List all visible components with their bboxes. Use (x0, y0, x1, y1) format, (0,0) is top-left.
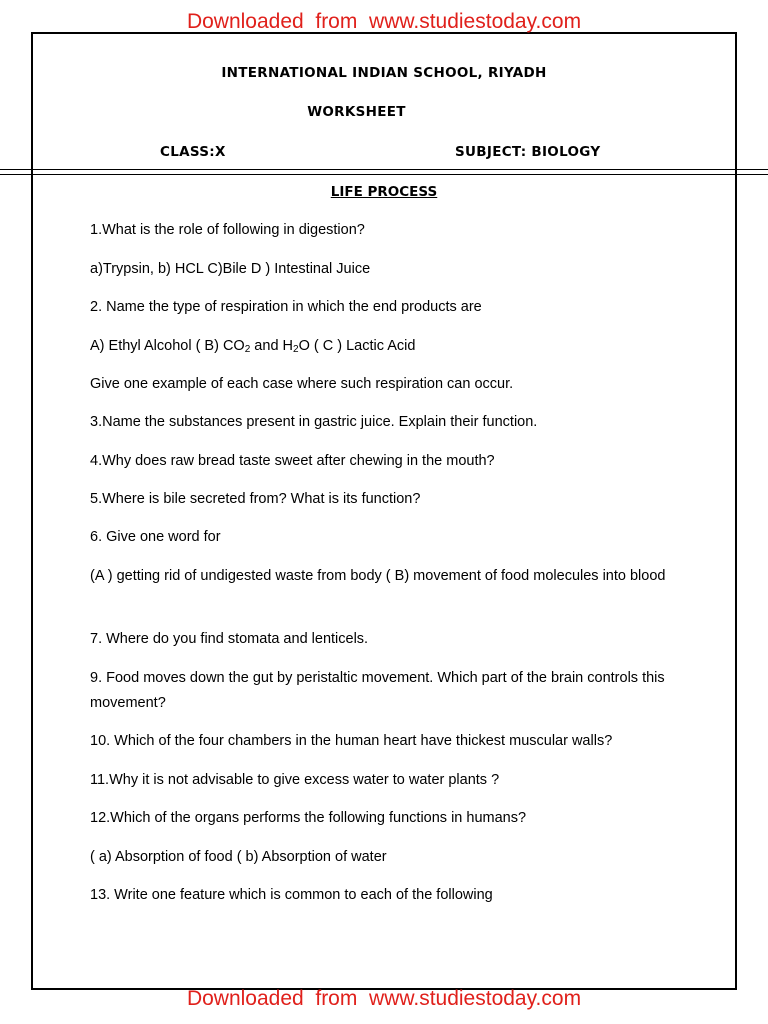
question-1-options: a)Trypsin, b) HCL C)Bile D ) Intestinal Juice (90, 261, 371, 277)
question-10: 10. Which of the four chambers in the human heart have thickest muscular walls? (90, 733, 613, 749)
header-divider-line (0, 169, 768, 170)
worksheet-title: WORKSHEET (307, 104, 406, 120)
h2o-subscript: 2 (293, 344, 299, 355)
question-11: 11.Why it is not advisable to give excess water to water plants ? (90, 772, 500, 788)
header-divider-line-second (0, 174, 768, 175)
question-2-and-h: and H (250, 338, 294, 354)
section-title: LIFE PROCESS (330, 184, 438, 200)
question-2-followup: Give one example of each case where such respiration can occur. (90, 376, 514, 392)
question-13: 13. Write one feature which is common to each of the following (90, 887, 493, 903)
question-9: 9. Food moves down the gut by peristaltic movement. Which part of the brain controls this movement? (90, 670, 665, 711)
question-7: 7. Where do you find stomata and lenticels. (90, 631, 369, 647)
question-2-options (90, 334, 690, 359)
school-name: INTERNATIONAL INDIAN SCHOOL, RIYADH (221, 65, 547, 81)
download-watermark-bottom: Downloaded from www.studiestoday.com (186, 987, 582, 1010)
question-2-option-a: A) Ethyl Alcohol ( B) CO (90, 338, 245, 354)
question-4: 4.Why does raw bread taste sweet after chewing in the mouth? (90, 453, 495, 469)
co2-subscript: 2 (244, 344, 251, 355)
question-6: 6. Give one word for (90, 529, 221, 545)
question-12: 12.Which of the organs performs the following functions in humans? (90, 810, 527, 826)
download-watermark-top: Downloaded from www.studiestoday.com (186, 10, 582, 33)
question-2-option-rest: O ( C ) Lactic Acid (298, 338, 416, 354)
question-12-options: ( a) Absorption of food ( b) Absorption of water (90, 849, 387, 865)
question-2: 2. Name the type of respiration in which the end products are (90, 299, 482, 315)
question-1: 1.What is the role of following in digestion? (90, 222, 365, 238)
question-3: 3.Name the substances present in gastric juice. Explain their function. (90, 414, 538, 430)
question-6-options: (A ) getting rid of undigested waste from body ( B) movement of food molecules into blood (90, 568, 666, 584)
question-5: 5.Where is bile secreted from? What is its function? (90, 491, 421, 507)
subject-label: SUBJECT: BIOLOGY (455, 144, 601, 160)
class-label: CLASS:X (160, 144, 226, 160)
